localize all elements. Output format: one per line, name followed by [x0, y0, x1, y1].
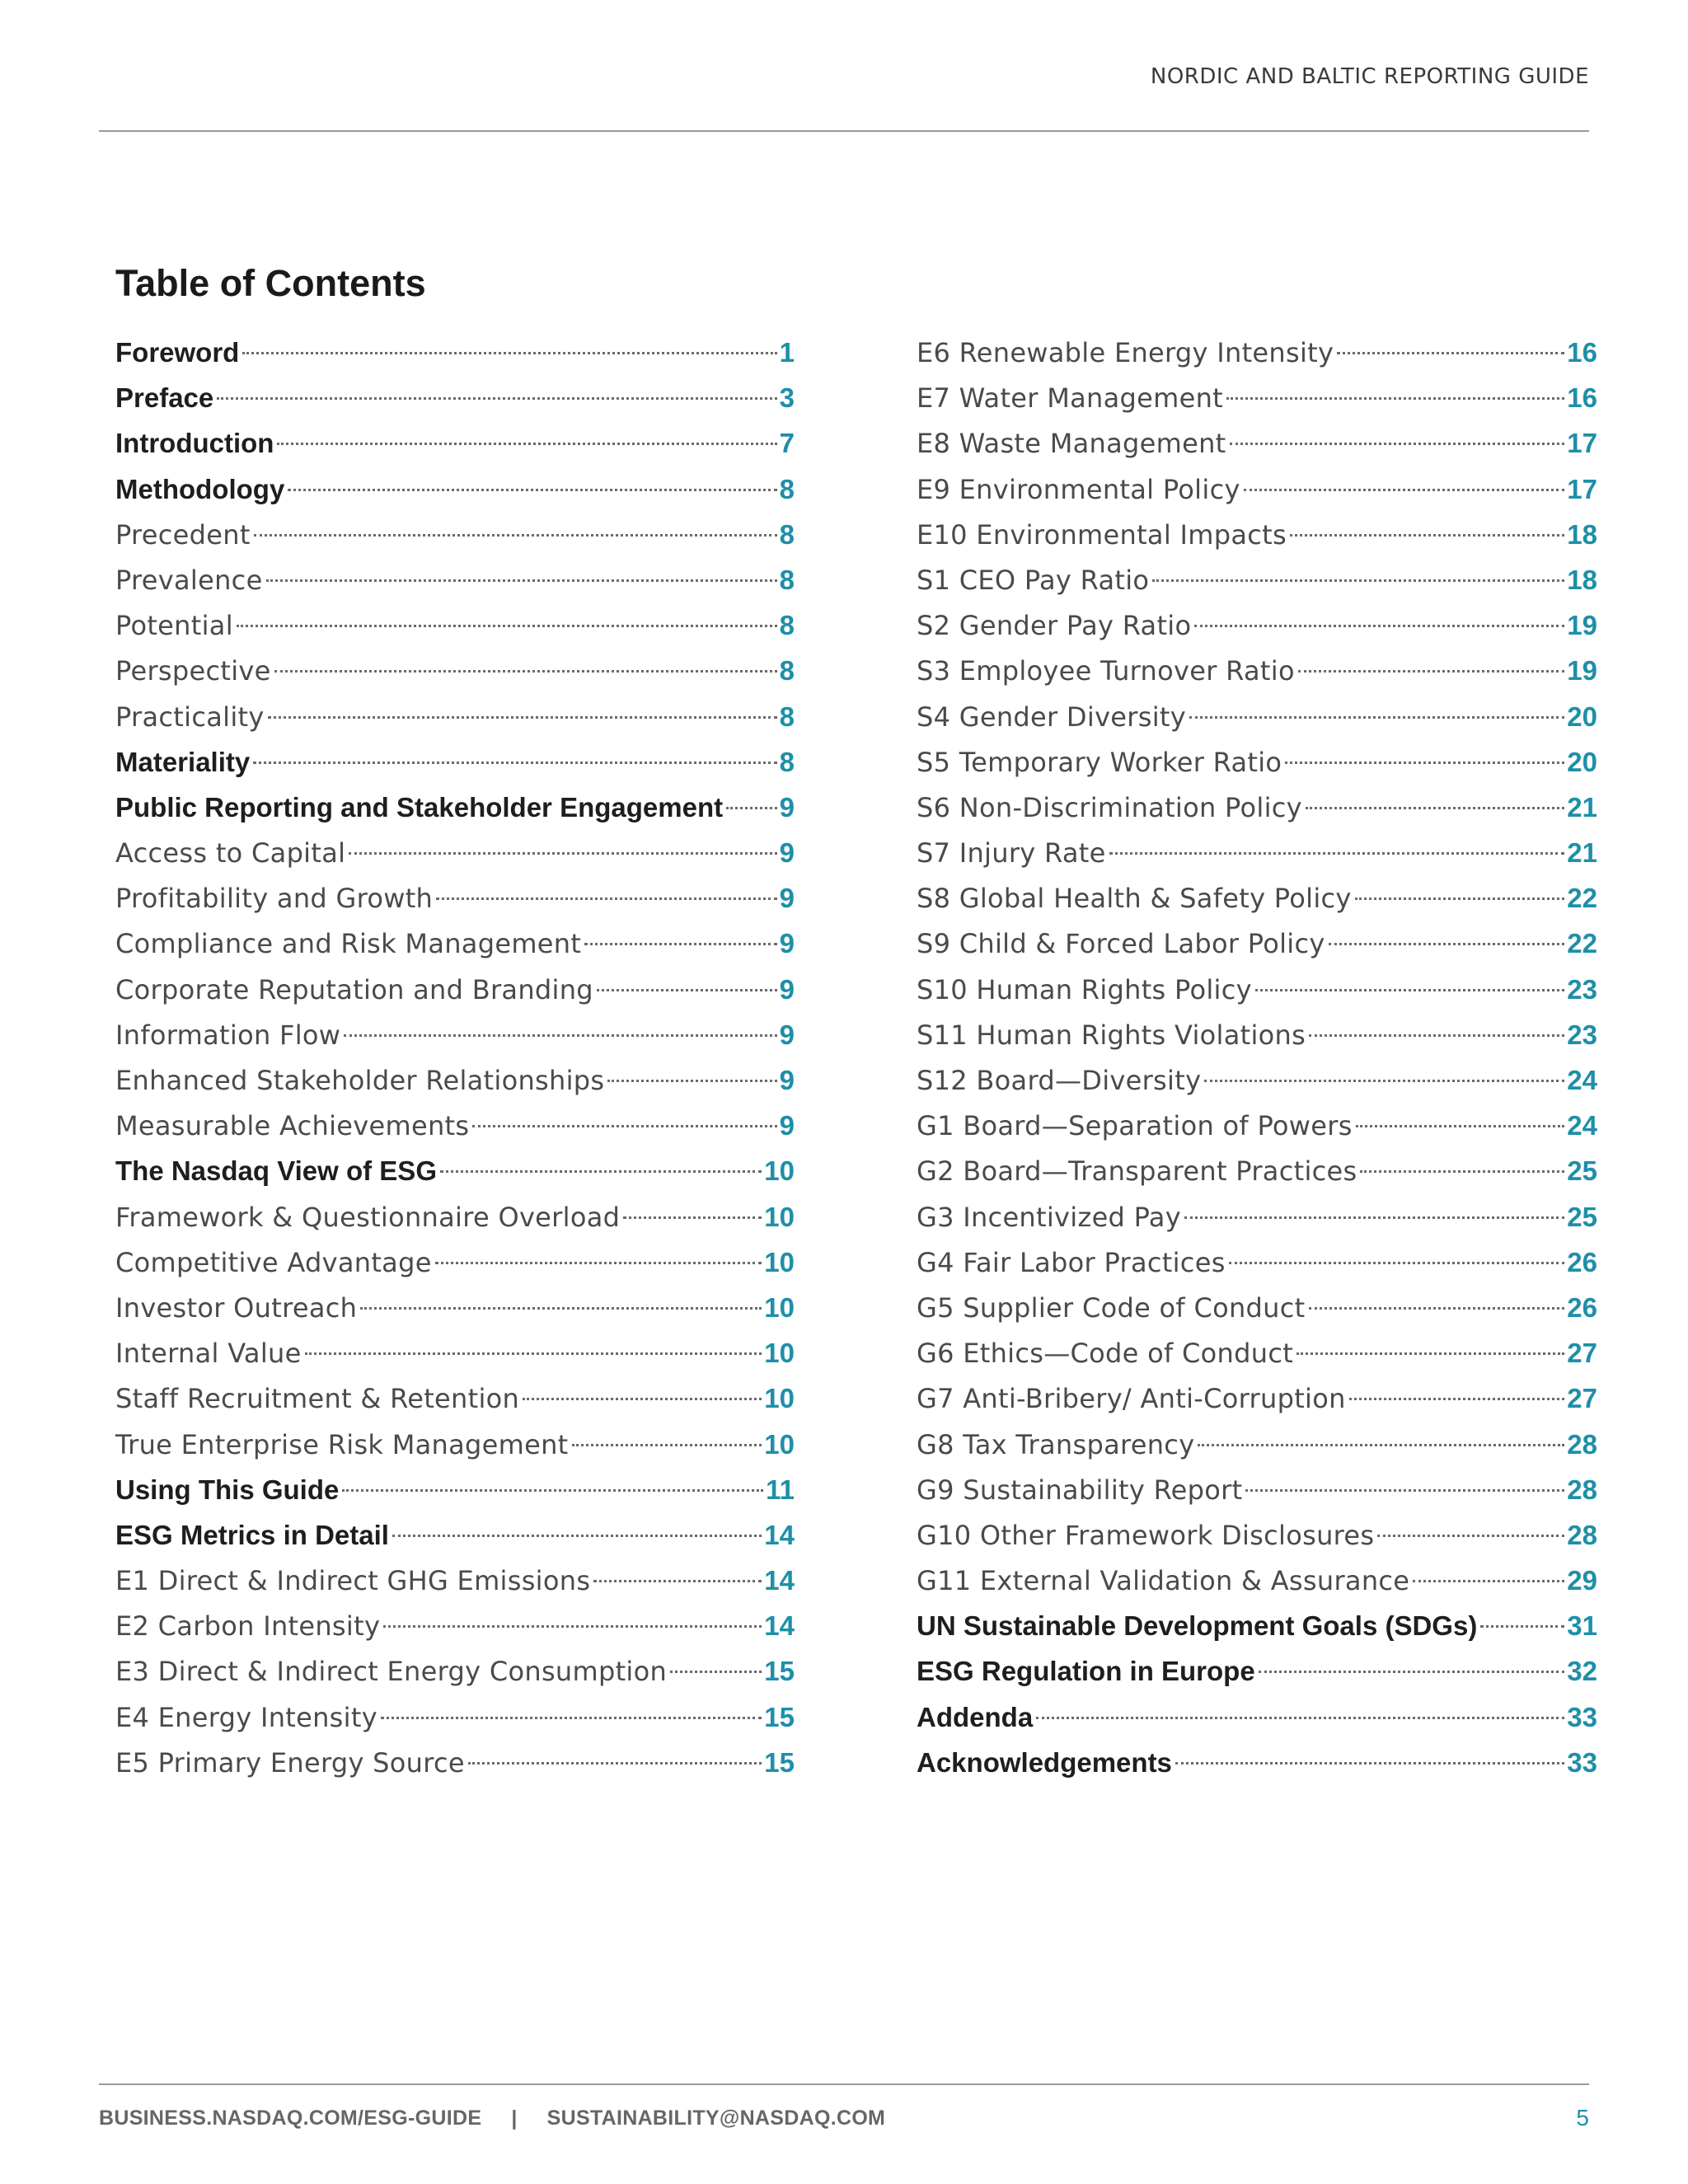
toc-entry-label: G4 Fair Labor Practices [917, 1246, 1226, 1278]
toc-entry-label: S7 Injury Rate [917, 837, 1106, 869]
toc-entry-label: Competitive Advantage [115, 1246, 432, 1278]
toc-entry[interactable] [917, 875, 1597, 921]
toc-entry-label: Measurable Achievements [115, 1110, 470, 1142]
toc-entry[interactable] [115, 1648, 795, 1694]
toc-right-column [917, 330, 1597, 1785]
toc-entry-page-number: 14 [764, 1610, 795, 1642]
toc-entry-label: The Nasdaq View of ESG [115, 1155, 437, 1187]
toc-entry-page-number: 26 [1567, 1246, 1597, 1277]
toc-entry-page-number: 27 [1567, 1338, 1597, 1369]
toc-entry[interactable] [115, 921, 795, 966]
toc-dot-leader [1230, 443, 1565, 445]
page-number: 5 [1576, 2105, 1589, 2130]
toc-entry-label: G8 Tax Transparency [917, 1428, 1195, 1460]
toc-entry[interactable] [115, 1194, 795, 1240]
toc-dot-leader [381, 1717, 762, 1719]
toc-entry-page-number: 31 [1567, 1610, 1597, 1642]
toc-entry-label: Methodology [115, 473, 285, 504]
toc-dot-leader [288, 489, 776, 491]
toc-entry-page-number: 22 [1567, 928, 1597, 959]
toc-entry-page-number: 10 [764, 1383, 795, 1414]
toc-dot-leader [1413, 1580, 1564, 1582]
toc-dot-leader [1329, 943, 1565, 945]
toc-dot-leader [1175, 1762, 1564, 1765]
toc-entry[interactable] [115, 375, 795, 420]
toc-dot-leader [349, 852, 776, 855]
toc-entry-page-number: 9 [779, 1110, 795, 1141]
toc-dot-leader [607, 1080, 776, 1082]
toc-dot-leader [342, 1489, 763, 1492]
toc-entry[interactable] [115, 1012, 795, 1057]
toc-entry[interactable] [115, 1148, 795, 1193]
toc-entry-label: Using This Guide [115, 1474, 340, 1505]
toc-dot-leader [593, 1580, 762, 1582]
toc-entry[interactable] [115, 466, 795, 512]
toc-entry[interactable] [115, 875, 795, 921]
toc-entry-page-number: 20 [1567, 746, 1597, 777]
toc-dot-leader [392, 1535, 762, 1537]
toc-entry[interactable] [917, 1512, 1597, 1558]
toc-entry[interactable] [917, 830, 1597, 875]
toc-entry-page-number: 15 [764, 1746, 795, 1778]
toc-dot-leader [383, 1625, 762, 1628]
toc-dot-leader [1298, 670, 1564, 673]
toc-left-column [115, 330, 795, 1785]
toc-entry-label: Staff Recruitment & Retention [115, 1383, 520, 1415]
toc-entry-label: Perspective [115, 655, 271, 687]
toc-entry[interactable] [917, 1467, 1597, 1512]
toc-entry-label: E5 Primary Energy Source [115, 1746, 465, 1779]
toc-dot-leader [1152, 579, 1564, 582]
toc-dot-leader [274, 670, 777, 673]
toc-entry-label: True Enterprise Risk Management [115, 1428, 569, 1460]
toc-dot-leader [468, 1762, 762, 1765]
toc-entry[interactable] [917, 1148, 1597, 1193]
toc-entry-page-number: 19 [1567, 655, 1597, 687]
toc-entry[interactable] [917, 1558, 1597, 1603]
toc-dot-leader [277, 443, 776, 445]
toc-entry-page-number: 28 [1567, 1519, 1597, 1550]
toc-entry[interactable] [115, 420, 795, 466]
toc-entry[interactable] [115, 1740, 795, 1785]
toc-dot-leader [305, 1352, 762, 1355]
toc-entry-label: Information Flow [115, 1019, 341, 1051]
toc-entry[interactable] [115, 694, 795, 739]
toc-dot-leader [1109, 852, 1565, 855]
toc-dot-leader [242, 352, 776, 354]
toc-entry-page-number: 16 [1567, 337, 1597, 368]
toc-entry-page-number: 32 [1567, 1656, 1597, 1687]
toc-entry-label: S8 Global Health & Safety Policy [917, 883, 1352, 915]
toc-entry-label: E9 Environmental Policy [917, 473, 1240, 505]
toc-entry-label: Foreword [115, 337, 240, 368]
toc-entry-label: Internal Value [115, 1338, 302, 1370]
toc-dot-leader [1189, 716, 1564, 719]
toc-entry[interactable] [917, 1376, 1597, 1421]
toc-entry-label: E3 Direct & Indirect Energy Consumption [115, 1656, 668, 1688]
toc-entry-page-number: 8 [779, 473, 795, 504]
toc-entry-page-number: 25 [1567, 1201, 1597, 1232]
toc-entry-label: Framework & Questionnaire Overload [115, 1201, 621, 1233]
toc-entry[interactable] [917, 921, 1597, 966]
toc-entry[interactable] [115, 1057, 795, 1103]
toc-entry[interactable] [115, 648, 795, 693]
toc-entry-page-number: 9 [779, 837, 795, 869]
toc-entry[interactable] [917, 375, 1597, 420]
toc-dot-leader [1377, 1535, 1564, 1537]
toc-dot-leader [1309, 1307, 1565, 1310]
toc-entry-label: E2 Carbon Intensity [115, 1610, 381, 1643]
toc-entry-page-number: 26 [1567, 1291, 1597, 1323]
toc-entry[interactable] [115, 557, 795, 602]
toc-entry-page-number: 14 [764, 1565, 795, 1596]
toc-dot-leader [572, 1444, 762, 1446]
toc-entry[interactable] [917, 602, 1597, 648]
toc-dot-leader [440, 1170, 762, 1173]
toc-entry[interactable] [917, 1603, 1597, 1648]
toc-heading: Table of Contents [115, 262, 426, 304]
toc-dot-leader [1204, 1080, 1564, 1082]
toc-entry[interactable] [917, 557, 1597, 602]
toc-dot-leader [584, 943, 776, 945]
toc-entry-page-number: 33 [1567, 1701, 1597, 1732]
toc-entry-page-number: 27 [1567, 1383, 1597, 1414]
toc-entry[interactable] [115, 1330, 795, 1376]
toc-entry-page-number: 24 [1567, 1110, 1597, 1141]
toc-entry-page-number: 8 [779, 518, 795, 550]
toc-dot-leader [1349, 1398, 1565, 1400]
toc-entry-label: E6 Renewable Energy Intensity [917, 337, 1334, 368]
toc-entry-page-number: 19 [1567, 610, 1597, 641]
toc-entry-label: Corporate Reputation and Branding [115, 973, 593, 1005]
toc-entry[interactable] [917, 1694, 1597, 1740]
toc-entry-label: ESG Regulation in Europe [917, 1656, 1255, 1687]
toc-entry-label: G5 Supplier Code of Conduct [917, 1291, 1306, 1324]
toc-entry-page-number: 33 [1567, 1746, 1597, 1778]
footer-separator: | [511, 2107, 518, 2130]
toc-entry-page-number: 9 [779, 1019, 795, 1050]
toc-entry-page-number: 17 [1567, 428, 1597, 459]
toc-entry-page-number: 9 [779, 791, 795, 823]
toc-entry[interactable] [917, 785, 1597, 830]
footer-email-link[interactable]: SUSTAINABILITY@NASDAQ.COM [546, 2107, 886, 2130]
toc-entry[interactable] [115, 1694, 795, 1740]
toc-dot-leader [1229, 1262, 1565, 1264]
toc-entry-page-number: 18 [1567, 518, 1597, 550]
toc-entry-label: Preface [115, 382, 214, 414]
toc-entry-page-number: 10 [764, 1338, 795, 1369]
toc-entry[interactable] [917, 1422, 1597, 1467]
toc-dot-leader [1036, 1717, 1564, 1719]
toc-entry[interactable] [917, 1740, 1597, 1785]
toc-dot-leader [1337, 352, 1564, 354]
toc-entry-label: G6 Ethics—Code of Conduct [917, 1338, 1294, 1370]
toc-dot-leader [1259, 1671, 1565, 1673]
toc-dot-leader [1355, 898, 1565, 900]
toc-entry[interactable] [917, 1648, 1597, 1694]
toc-entry-label: S4 Gender Diversity [917, 701, 1186, 733]
toc-entry[interactable] [115, 1103, 795, 1148]
toc-entry-label: Enhanced Stakeholder Relationships [115, 1065, 605, 1096]
toc-dot-leader [237, 625, 777, 627]
toc-entry[interactable] [115, 1467, 795, 1512]
toc-entry-page-number: 8 [779, 701, 795, 732]
document-header-title: NORDIC AND BALTIC REPORTING GUIDE [1150, 64, 1589, 89]
toc-entry-label: E1 Direct & Indirect GHG Emissions [115, 1565, 591, 1597]
toc-dot-leader [1194, 625, 1564, 627]
toc-entry-label: Access to Capital [115, 837, 346, 869]
toc-entry-page-number: 15 [764, 1701, 795, 1732]
toc-entry-page-number: 20 [1567, 701, 1597, 732]
toc-entry[interactable] [115, 1376, 795, 1421]
toc-entry-page-number: 8 [779, 564, 795, 595]
toc-entry[interactable] [917, 648, 1597, 693]
toc-entry-label: Investor Outreach [115, 1291, 358, 1324]
toc-entry[interactable] [917, 694, 1597, 739]
toc-entry-page-number: 11 [766, 1474, 795, 1505]
toc-dot-leader [344, 1034, 776, 1037]
toc-dot-leader [623, 1216, 762, 1219]
toc-entry[interactable] [917, 1330, 1597, 1376]
toc-entry[interactable] [917, 420, 1597, 466]
toc-entry-page-number: 9 [779, 1065, 795, 1095]
toc-entry-page-number: 8 [779, 746, 795, 777]
toc-entry-label: G2 Board—Transparent Practices [917, 1155, 1357, 1188]
toc-entry-page-number: 18 [1567, 564, 1597, 595]
toc-entry-page-number: 10 [764, 1291, 795, 1323]
toc-dot-leader [1245, 1489, 1564, 1492]
footer-divider [99, 2083, 1589, 2085]
toc-dot-leader [1226, 397, 1564, 400]
toc-entry[interactable] [917, 512, 1597, 557]
toc-entry[interactable] [115, 785, 795, 830]
toc-entry[interactable] [115, 1603, 795, 1648]
toc-entry-label: Profitability and Growth [115, 883, 434, 915]
toc-entry-page-number: 10 [764, 1246, 795, 1277]
footer-links [99, 2107, 885, 2130]
toc-entry-label: E8 Waste Management [917, 428, 1226, 460]
toc-entry-label: Introduction [115, 428, 274, 459]
toc-entry-page-number: 23 [1567, 973, 1597, 1005]
toc-dot-leader [217, 397, 776, 400]
toc-dot-leader [597, 989, 777, 991]
toc-entry[interactable] [115, 512, 795, 557]
toc-dot-leader [1255, 989, 1564, 991]
toc-entry-label: S1 CEO Pay Ratio [917, 564, 1150, 596]
toc-dot-leader [1184, 1216, 1564, 1219]
toc-dot-leader [360, 1307, 762, 1310]
toc-dot-leader [472, 1125, 776, 1127]
toc-entry[interactable] [115, 1422, 795, 1467]
toc-entry-label: E4 Energy Intensity [115, 1701, 377, 1733]
toc-entry-label: S11 Human Rights Violations [917, 1019, 1306, 1051]
toc-entry-label: S12 Board—Diversity [917, 1065, 1202, 1096]
toc-entry-label: G11 External Validation & Assurance [917, 1565, 1410, 1597]
toc-dot-leader [436, 898, 777, 900]
toc-entry[interactable] [115, 830, 795, 875]
toc-dot-leader [1360, 1170, 1564, 1173]
toc-dot-leader [266, 579, 777, 582]
toc-entry-label: S10 Human Rights Policy [917, 973, 1252, 1005]
toc-dot-leader [523, 1398, 762, 1400]
toc-entry-label: ESG Metrics in Detail [115, 1519, 389, 1550]
toc-dot-leader [268, 716, 777, 719]
toc-entry-page-number: 8 [779, 610, 795, 641]
toc-entry[interactable] [917, 330, 1597, 375]
toc-dot-leader [254, 534, 777, 537]
toc-dot-leader [253, 762, 776, 764]
toc-dot-leader [1198, 1444, 1564, 1446]
toc-dot-leader [1309, 1034, 1564, 1037]
toc-entry[interactable] [917, 466, 1597, 512]
toc-entry-label: S2 Gender Pay Ratio [917, 610, 1192, 642]
toc-entry[interactable] [917, 739, 1597, 785]
toc-entry-label: S3 Employee Turnover Ratio [917, 655, 1295, 687]
toc-entry-label: Precedent [115, 518, 251, 551]
toc-entry-label: S5 Temporary Worker Ratio [917, 746, 1282, 778]
toc-dot-leader [1285, 762, 1564, 764]
toc-dot-leader [670, 1671, 762, 1673]
toc-entry-label: G1 Board—Separation of Powers [917, 1110, 1353, 1142]
toc-entry-label: Acknowledgements [917, 1746, 1172, 1778]
toc-entry-page-number: 10 [764, 1428, 795, 1460]
toc-entry-label: Prevalence [115, 564, 263, 596]
toc-entry-page-number: 28 [1567, 1428, 1597, 1460]
toc-entry-page-number: 21 [1567, 791, 1597, 823]
toc-entry-label: G9 Sustainability Report [917, 1474, 1243, 1506]
toc-entry[interactable] [917, 967, 1597, 1012]
toc-entry[interactable] [917, 1057, 1597, 1103]
toc-entry[interactable] [115, 739, 795, 785]
toc-entry-label: G3 Incentivized Pay [917, 1201, 1181, 1233]
toc-entry-label: UN Sustainable Development Goals (SDGs) [917, 1610, 1478, 1642]
toc-dot-leader [435, 1262, 762, 1264]
toc-dot-leader [1306, 807, 1564, 809]
toc-entry-label: Materiality [115, 746, 251, 777]
toc-entry-page-number: 24 [1567, 1065, 1597, 1095]
toc-dot-leader [1296, 1352, 1564, 1355]
toc-entry-page-number: 8 [779, 655, 795, 687]
toc-entry[interactable] [115, 1240, 795, 1285]
toc-entry-page-number: 28 [1567, 1474, 1597, 1505]
toc-entry-label: S9 Child & Forced Labor Policy [917, 928, 1325, 960]
header-divider [99, 130, 1589, 132]
toc-entry-page-number: 17 [1567, 473, 1597, 504]
toc-entry-page-number: 14 [764, 1519, 795, 1550]
toc-entry-page-number: 10 [764, 1201, 795, 1232]
toc-entry-label: Public Reporting and Stakeholder Engagement [115, 791, 724, 823]
toc-entry-label: Potential [115, 610, 233, 642]
toc-entry-label: G7 Anti-Bribery/ Anti-Corruption [917, 1383, 1346, 1415]
toc-entry-label: Compliance and Risk Management [115, 928, 582, 960]
toc-entry[interactable] [917, 1012, 1597, 1057]
toc-entry-page-number: 29 [1567, 1565, 1597, 1596]
toc-entry-page-number: 1 [779, 337, 795, 368]
toc-entry-page-number: 9 [779, 883, 795, 914]
footer-website-link[interactable]: BUSINESS.NASDAQ.COM/ESG-GUIDE [99, 2107, 482, 2130]
toc-entry[interactable] [115, 1285, 795, 1330]
toc-entry[interactable] [917, 1285, 1597, 1330]
toc-entry[interactable] [115, 330, 795, 375]
toc-dot-leader [1244, 489, 1565, 491]
toc-entry-label: Practicality [115, 701, 265, 733]
toc-entry-page-number: 21 [1567, 837, 1597, 869]
toc-entry-page-number: 25 [1567, 1155, 1597, 1187]
toc-entry-page-number: 16 [1567, 382, 1597, 414]
toc-dot-leader [726, 807, 777, 809]
toc-dot-leader [1356, 1125, 1565, 1127]
toc-entry[interactable] [115, 602, 795, 648]
toc-entry-page-number: 23 [1567, 1019, 1597, 1050]
toc-entry[interactable] [115, 1558, 795, 1603]
toc-entry-page-number: 22 [1567, 883, 1597, 914]
toc-entry[interactable] [917, 1103, 1597, 1148]
toc-dot-leader [1290, 534, 1564, 537]
toc-entry-label: Addenda [917, 1701, 1034, 1732]
toc-entry-label: G10 Other Framework Disclosures [917, 1519, 1375, 1551]
toc-entry[interactable] [115, 967, 795, 1012]
toc-entry-page-number: 9 [779, 973, 795, 1005]
toc-entry-page-number: 15 [764, 1656, 795, 1687]
toc-entry-label: S6 Non-Discrimination Policy [917, 791, 1302, 823]
toc-entry-page-number: 7 [779, 428, 795, 459]
toc-dot-leader [1480, 1625, 1564, 1628]
toc-entry[interactable] [917, 1240, 1597, 1285]
toc-entry-label: E7 Water Management [917, 382, 1224, 415]
toc-entry-label: E10 Environmental Impacts [917, 518, 1287, 551]
toc-entry[interactable] [917, 1194, 1597, 1240]
toc-entry-page-number: 9 [779, 928, 795, 959]
toc-entry-page-number: 3 [779, 382, 795, 414]
toc-entry-page-number: 10 [764, 1155, 795, 1187]
toc-entry[interactable] [115, 1512, 795, 1558]
